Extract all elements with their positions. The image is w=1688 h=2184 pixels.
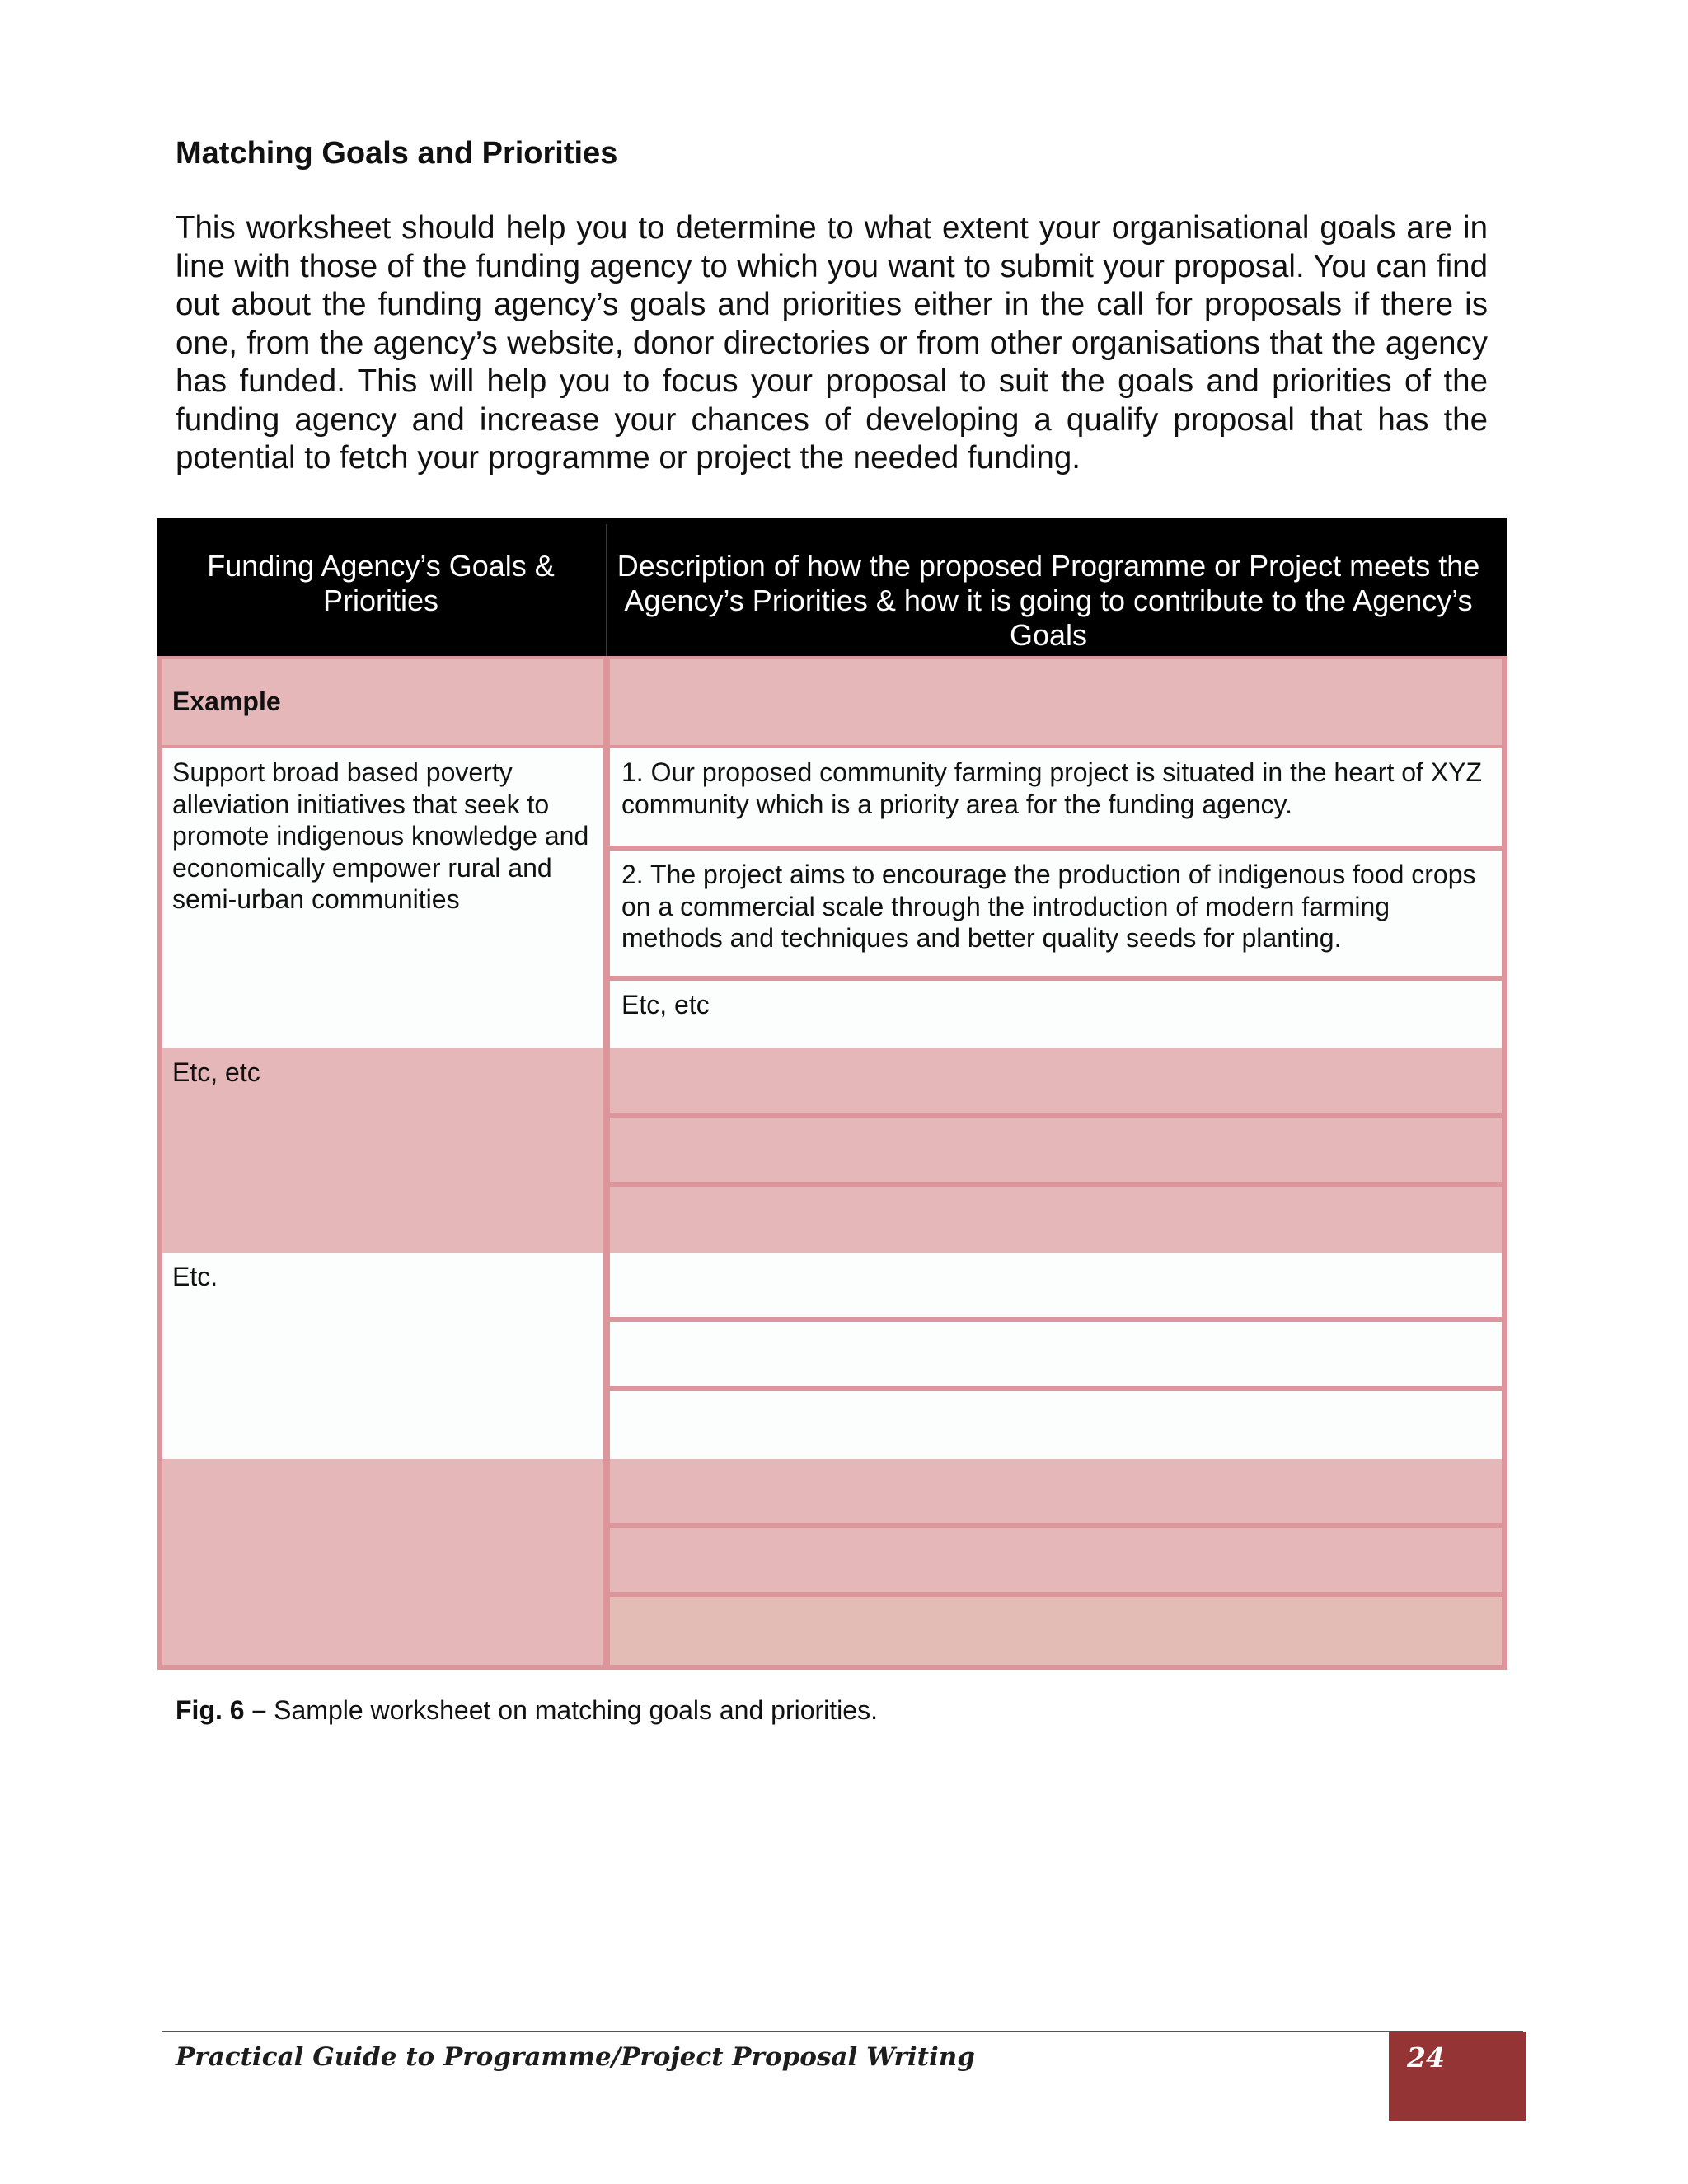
- footer-title: Practical Guide to Programme/Project Proposal Writing: [176, 2042, 975, 2072]
- page-number: 24: [1407, 2041, 1445, 2074]
- page-number-box: [1389, 2032, 1526, 2121]
- description-cell: Etc, etc: [610, 981, 1502, 1048]
- figure-caption-text: Sample worksheet on matching goals and priorities.: [266, 1695, 878, 1725]
- worksheet-table: [157, 518, 1507, 1670]
- empty-description-cell: [610, 1322, 1502, 1386]
- empty-description-cell: [610, 1187, 1502, 1253]
- example-description-cell: [610, 659, 1502, 745]
- empty-description-cell: [610, 1597, 1502, 1665]
- figure-caption: [176, 1695, 878, 1726]
- etc-goal-cell: Etc, etc: [162, 1048, 603, 1253]
- empty-description-cell: [610, 1253, 1502, 1317]
- table-header: [157, 518, 1507, 656]
- section-heading: Matching Goals and Priorities: [176, 136, 618, 171]
- goal-cell: Support broad based poverty alleviation initiatives that seek to promote indigenous knowledge and economically empower rural and semi-urban communities: [162, 748, 603, 1048]
- example-label-cell: Example: [162, 659, 603, 745]
- figure-label: Fig. 6 –: [176, 1695, 267, 1725]
- empty-description-cell: [610, 1118, 1502, 1182]
- footer-rule: [162, 2031, 1523, 2032]
- empty-goal-cell: [162, 1459, 603, 1665]
- header-col-goals: Funding Agency’s Goals & Priorities: [207, 549, 555, 617]
- header-col-description: Description of how the proposed Programme or Project meets the Agency’s Priorities & how it is going to contribute to the Agency’s Goals: [617, 549, 1480, 652]
- header-divider: [606, 524, 607, 656]
- etc-goal-cell: Etc.: [162, 1253, 603, 1459]
- description-cell: 1. Our proposed community farming project is situated in the heart of XYZ community which is a priority area for the funding agency.: [610, 748, 1502, 846]
- empty-description-cell: [610, 1459, 1502, 1523]
- description-cell: 2. The project aims to encourage the production of indigenous food crops on a commercial scale through the introduction of modern farming methods and techniques and better quality seeds for planting.: [610, 851, 1502, 976]
- table-body: [157, 656, 1507, 1670]
- empty-description-cell: [610, 1391, 1502, 1459]
- empty-description-cell: [610, 1528, 1502, 1592]
- intro-paragraph: This worksheet should help you to determine to what extent your organisational goals are in line with those of the funding agency to which you want to submit your proposal. You can find out about the funding agency’s goals and priorities either in the call for proposals if there is one, from the agency’s website, donor directories or from other organisations that the agency has funded. This will help you to focus your proposal to suit the goals and priorities of the funding agency and increase your chances of developing a qualify proposal that has the potential to fetch your programme or project the needed funding.: [176, 210, 1488, 476]
- empty-description-cell: [610, 1048, 1502, 1113]
